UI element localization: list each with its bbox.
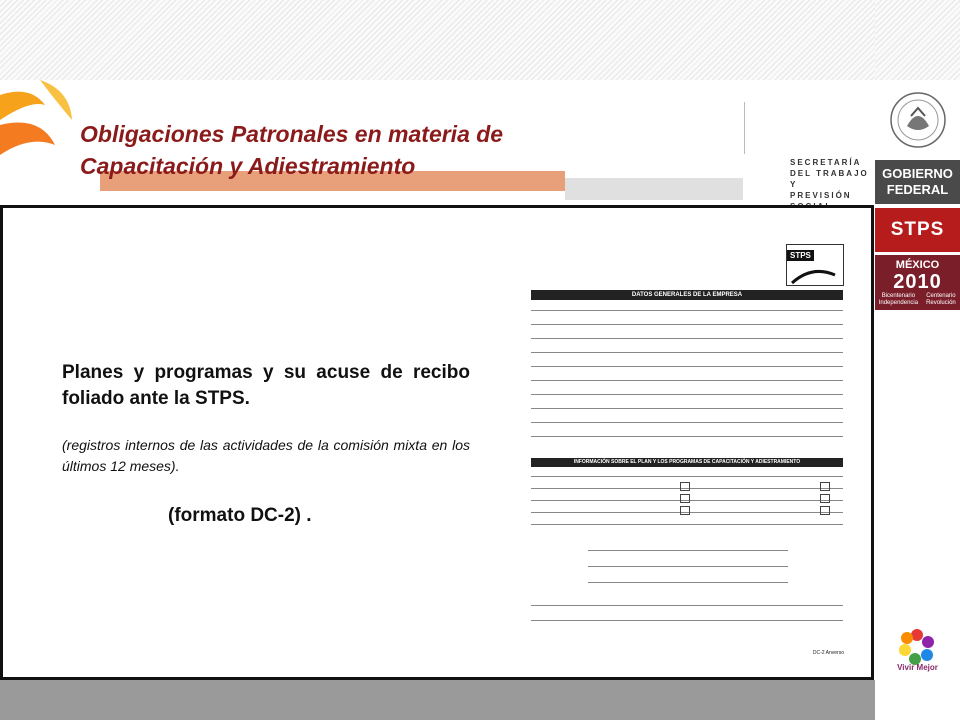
gobierno-federal-badge xyxy=(875,160,960,204)
form-line xyxy=(531,476,843,477)
sidebar-pattern xyxy=(875,0,960,80)
gobierno-line-1: GOBIERNO xyxy=(882,166,953,181)
form-line xyxy=(531,620,843,621)
header-pattern xyxy=(0,0,875,80)
header-divider xyxy=(744,102,745,154)
year-label: 2010 xyxy=(893,271,942,293)
form-line xyxy=(531,436,843,437)
form-checkbox xyxy=(680,506,690,515)
title-line-1: Obligaciones Patronales en materia de xyxy=(80,121,504,147)
form-line xyxy=(531,605,843,606)
form-line xyxy=(531,524,843,525)
sub-text: (registros internos de las actividades de la comisión mixta en los últimos 12 meses). xyxy=(62,437,470,474)
mexico-2010-badge xyxy=(875,255,960,310)
form-line xyxy=(531,338,843,339)
footer-bar xyxy=(0,680,875,720)
vivir-mejor-label: Vivir Mejor xyxy=(897,663,938,672)
form-line xyxy=(588,550,788,551)
revolucion-label: Centenario Revolución xyxy=(926,293,956,306)
form-line xyxy=(531,422,843,423)
form-section-2: INFORMACIÓN SOBRE EL PLAN Y LOS PROGRAMAS DE CAPACITACIÓN Y ADIESTRAMIENTO xyxy=(531,458,843,467)
form-checkbox xyxy=(820,494,830,503)
form-checkbox xyxy=(820,482,830,491)
mexico-label: MÉXICO xyxy=(895,259,940,271)
secretaria-label xyxy=(790,157,870,212)
form-stps-logo xyxy=(786,244,844,286)
form-checkbox xyxy=(680,494,690,503)
form-section-1: DATOS GENERALES DE LA EMPRESA xyxy=(531,290,843,300)
form-line xyxy=(588,582,788,583)
form-line xyxy=(531,324,843,325)
form-line xyxy=(531,408,843,409)
form-checkbox xyxy=(680,482,690,491)
form-line xyxy=(531,310,843,311)
form-line xyxy=(588,566,788,567)
independencia-label: Bicentenario Independencia xyxy=(878,293,919,306)
logo-swirl xyxy=(0,75,80,185)
title-line-2: Capacitación y Adiestramiento xyxy=(80,153,416,179)
form-footer-code: DC-2 Anverso xyxy=(812,650,844,656)
secretaria-line-1: SECRETARÍA xyxy=(790,158,862,167)
main-text: Planes y programas y su acuse de recibo foliado ante la STPS. xyxy=(62,362,470,409)
form-logo-mark-icon xyxy=(787,263,841,289)
form-checkbox xyxy=(820,506,830,515)
secretaria-line-2: DEL TRABAJO Y xyxy=(790,169,869,189)
page-title xyxy=(80,118,720,182)
form-stps-label: STPS xyxy=(787,250,814,261)
format-text: (formato DC-2) . xyxy=(168,505,312,526)
secretaria-line-3: PREVISIÓN xyxy=(790,191,852,200)
stps-badge: STPS xyxy=(875,208,960,252)
form-line xyxy=(531,352,843,353)
form-line xyxy=(531,366,843,367)
dc2-form-image xyxy=(528,210,848,668)
mexico-seal-icon xyxy=(889,86,947,154)
gobierno-line-2: FEDERAL xyxy=(886,182,949,197)
sidebar xyxy=(875,0,960,720)
form-line xyxy=(531,394,843,395)
form-line xyxy=(531,380,843,381)
